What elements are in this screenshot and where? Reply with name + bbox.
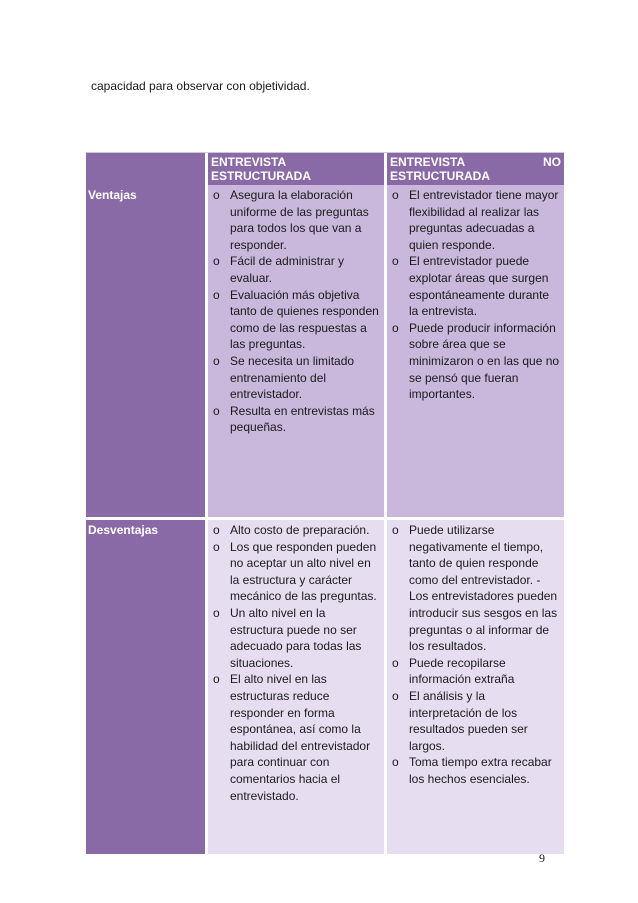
header-unstructured-word1: ENTREVISTA <box>390 155 466 169</box>
table-row-ventajas <box>86 185 564 517</box>
list-item: o Un alto nivel en la estructura puede no ser adecuado para todas las situaciones. <box>213 605 362 670</box>
list-item: o Fácil de administrar y evaluar. <box>213 254 345 285</box>
list-item: o Evaluación más objetiva tanto de quienes responden como de las respuestas a las preguntas. <box>213 287 379 352</box>
desventajas-structured-cell <box>205 520 384 854</box>
list-item: o Puede recopilarse información extraña <box>392 655 515 687</box>
list-item: o El entrevistador tiene mayor flexibilidad al realizar las preguntas adecuadas a quien responde. <box>392 188 559 252</box>
header-cell-structured: ENTREVISTA ESTRUCTURADA <box>205 153 384 185</box>
ventajas-structured-cell <box>205 185 384 517</box>
header-unstructured-word2: NO <box>543 155 561 169</box>
ventajas-unstructured-cell <box>384 185 564 517</box>
list-item: o El entrevistador puede explotar áreas que surgen espontáneamente durante la entrevista. <box>392 254 550 319</box>
list-item: o El análisis y la interpretación de los resultados pueden ser largos. <box>392 688 528 753</box>
list-item: o Puede producir información sobre área que se minimizaron o en las que no se pensó que fueran importantes. <box>392 320 560 402</box>
list-item: o Alto costo de preparación. <box>213 523 370 537</box>
bullet-icon: o <box>213 188 220 202</box>
list-item: o Se necesita un limitado entrenamiento del entrevistador. <box>213 353 355 402</box>
table-row-desventajas <box>86 520 564 854</box>
bullet-icon: o <box>392 688 399 703</box>
row-label-ventajas: Ventajas <box>86 185 205 517</box>
bullet-icon: o <box>392 755 399 770</box>
list-item: o El alto nivel en las estructuras reduce responder en forma espontánea, así como la habilidad del entrevistador para continuar con comentarios hacia el entrevistado. <box>213 672 371 803</box>
bullet-icon: o <box>213 523 220 537</box>
row-label-desventajas: Desventajas <box>86 520 205 854</box>
bullet-icon: o <box>392 320 399 335</box>
bullet-icon: o <box>213 287 220 302</box>
bullet-icon: o <box>392 655 399 670</box>
table-header-row <box>86 153 564 185</box>
bullet-icon: o <box>392 523 399 537</box>
list-item: o Asegura la elaboración uniforme de las preguntas para todos los que van a responder. <box>213 188 369 252</box>
header-cell-unstructured <box>384 153 564 185</box>
header-cell-empty <box>86 153 205 185</box>
bullet-icon: o <box>213 353 220 368</box>
bullet-icon: o <box>213 403 220 418</box>
list-item: o Toma tiempo extra recabar los hechos esenciales. <box>392 755 552 786</box>
list-item: o Resulta en entrevistas más pequeñas. <box>213 403 375 435</box>
intro-paragraph: capacidad para observar con objetividad. <box>91 79 310 93</box>
list-item: o Los que responden pueden no aceptar un alto nivel en la estructura y carácter mecánico de las preguntas. <box>213 539 377 604</box>
bullet-icon: o <box>213 605 220 620</box>
bullet-icon: o <box>213 672 220 687</box>
bullet-icon: o <box>213 539 220 554</box>
bullet-icon: o <box>213 254 220 269</box>
header-unstructured-line2: ESTRUCTURADA <box>390 169 490 183</box>
list-item: o Puede utilizarse negativamente el tiempo, tanto de quien responde como del entrevistador. - Los entrevistadores pueden introducir sus sesgos en las preguntas o al informar de los resultados. <box>392 523 558 654</box>
desventajas-unstructured-cell <box>384 520 564 854</box>
bullet-icon: o <box>392 188 399 202</box>
bullet-icon: o <box>392 254 399 269</box>
comparison-table <box>86 152 564 854</box>
page-number: 9 <box>539 851 545 865</box>
